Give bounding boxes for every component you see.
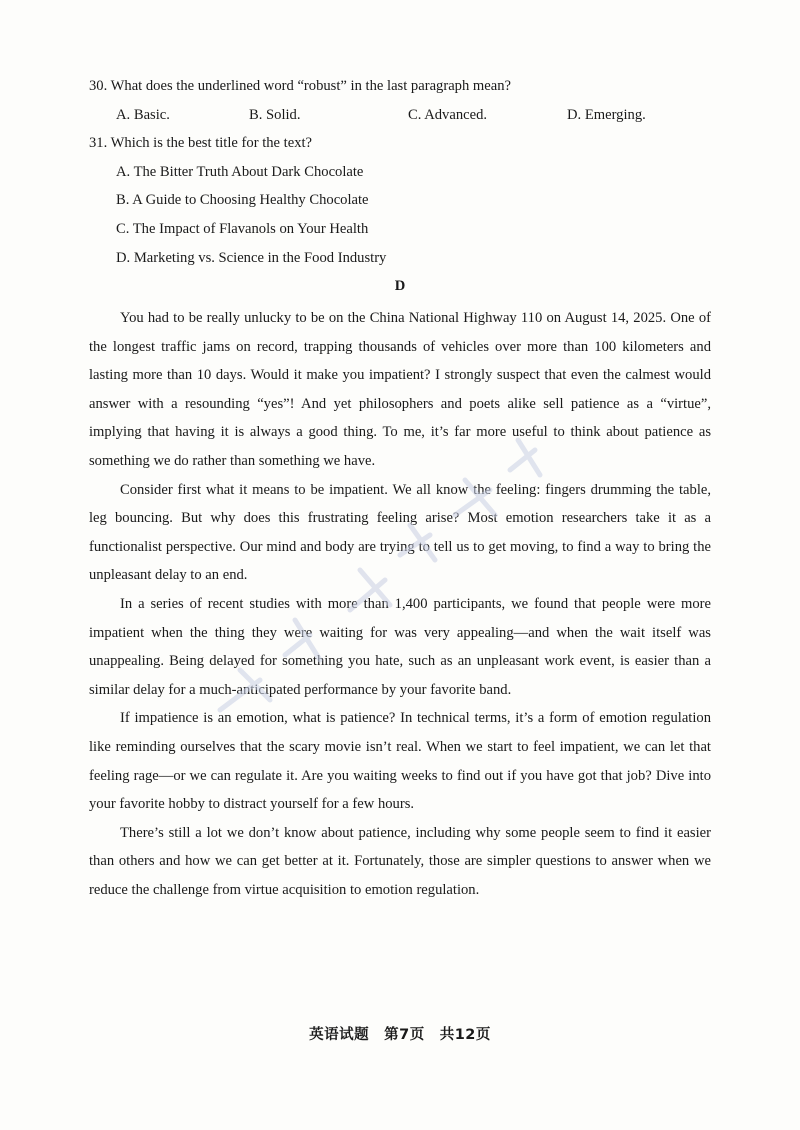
passage-paragraph: Consider first what it means to be impatient. We all know the feeling: fingers drumming the table, leg bouncing. But why does this frustrating feeling arise? Most emotion researchers take it as a functionalist perspective. Our mind and body are trying to tell us to get moving, to find a way to bring the unpleasant delay to an end. <box>89 481 711 584</box>
question-30-stem: 30. What does the underlined word “robust” in the last paragraph mean? <box>89 78 512 94</box>
question-31-option-a: A. The Bitter Truth About Dark Chocolate <box>116 164 364 180</box>
question-31-option-b: B. A Guide to Choosing Healthy Chocolate <box>116 192 369 208</box>
section-heading: D <box>394 278 406 294</box>
passage-paragraph: If impatience is an emotion, what is patience? In technical terms, it’s a form of emotion regulation like reminding ourselves that the scary movie isn’t real. When we start to feel impatient, we can let that feeling rage—or we can regulate it. Are you waiting weeks to find out if you have got that job? Dive into your favorite hobby to distract yourself for a few hours. <box>89 710 711 813</box>
question-30-option-b: B. Solid. <box>249 107 301 123</box>
question-30-option-c: C. Advanced. <box>408 107 488 123</box>
question-31-option-c: C. The Impact of Flavanols on Your Health <box>116 221 369 237</box>
passage-paragraph: In a series of recent studies with more than 1,400 participants, we found that people were more impatient when the thing they were waiting for was very appealing—and when the wait itself was unappealing. Being delayed for something you hate, such as an unpleasant work event, is easier than a similar delay for a much-anticipated performance by your favorite band. <box>89 595 711 698</box>
passage-paragraph: You had to be really unlucky to be on the China National Highway 110 on August 14, 2025. One of the longest traffic jams on record, trapping thousands of vehicles over more than 100 kilometers and lasting more than 10 days. Would it make you impatient? I strongly suspect that even the calmest would answer with a resounding “yes”! And yet philosophers and poets alike sell patience as a “virtue”, implying that having it is always a good thing. To me, it’s far more useful to think about patience as something we do rather than something we have. <box>89 310 711 469</box>
question-31-option-d: D. Marketing vs. Science in the Food Industry <box>116 250 387 266</box>
page-footer: 英语试题 第7页 共12页 <box>309 1027 491 1043</box>
reading-passage <box>89 304 711 904</box>
passage-paragraph: There’s still a lot we don’t know about patience, including why some people seem to find it easier than others and how we can get better at it. Fortunately, those are simpler questions to answer when we reduce the challenge from virtue acquisition to emotion regulation. <box>89 824 711 898</box>
question-30-option-d: D. Emerging. <box>567 107 646 123</box>
question-31-stem: 31. Which is the best title for the text? <box>89 135 313 151</box>
question-30-option-a: A. Basic. <box>116 107 170 123</box>
